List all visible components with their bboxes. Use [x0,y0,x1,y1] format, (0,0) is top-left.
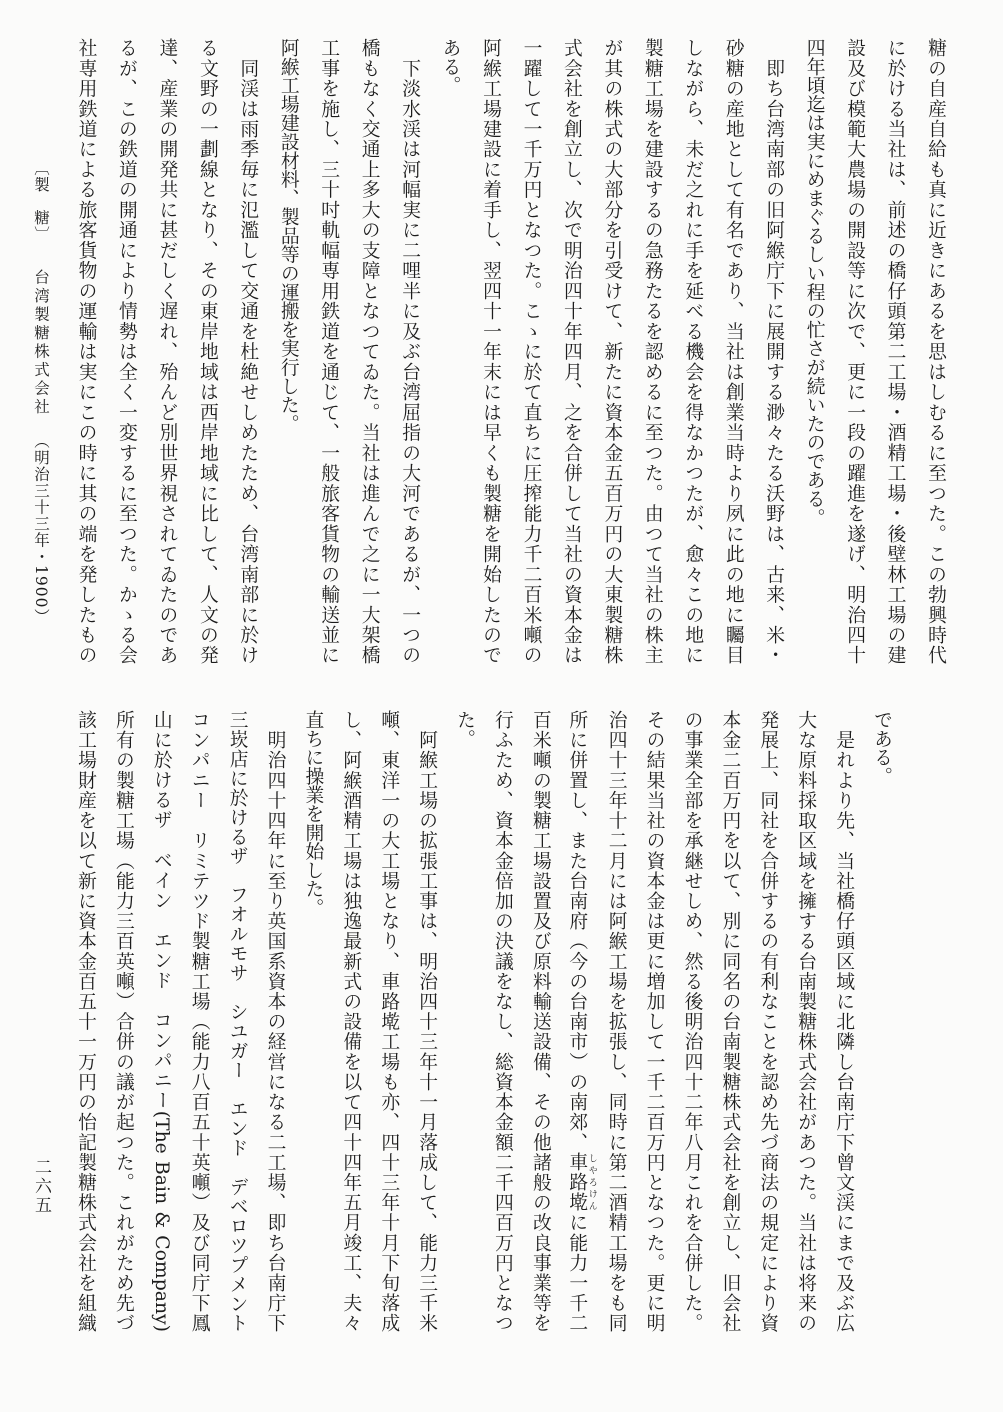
text-column: その結果当社の資本金は更に増加して一千二百万円となつた。更に明 [643,710,665,1332]
text-column: に於ける当社は、前述の橋仔頭第二工場・酒精工場・後壁林工場の建 [884,38,906,664]
text-column: 砂糖の産地として有名であり、当社は創業当時より夙に此の地に矚目 [722,38,744,664]
text-column: コンパニー リミテツド製糖工場（能力八百五十英噸）及び同庁下鳳 [188,710,210,1332]
text-column: である。 [871,710,892,786]
text-column [559,710,597,1332]
text-column: 本金二百万円を以て、別に同名の台南製糖株式会社を創立し、旧会社 [719,710,741,1332]
lower-tier [66,710,900,1332]
running-head-category: 〔製 糖〕 [32,160,50,243]
text-column: が其の株式の大部分を引受けて、新たに資本金五百万円の大東製糖株 [601,38,623,664]
text-column: 社専用鉄道による旅客貨物の運輸は実にこの時に其の端を発したもの [75,38,97,664]
text-column: 是れより先、当社橋仔頭区域に北隣し台南庁下曾文渓にまで及ぶ広 [833,710,855,1332]
text-column: 阿緱工場建設材料、製品等の運搬を実行した。 [277,38,299,433]
running-head-company: 台湾製糖株式会社 [32,268,50,417]
text-column: 明治四十四年に至り英国系資本の経営になる二工場、即ち台南庁下 [264,710,286,1332]
text-column: 大な原料採取区域を擁する台南製糖株式会社があつた。当社は将来の [795,710,817,1332]
text-column: 山に於けるザ ベイン エンド コンパニー(The Bain & Company) [150,710,172,1332]
text-column: 達、産業の開発共に甚だしく遅れ、殆んど別世界視されてゐたのであ [156,38,178,664]
text-column: 工事を施し、三十吋軌幅専用鉄道を通じて、一般旅客貨物の輸送並に [318,38,340,664]
running-head-era: （明治三十三年・1900） [32,432,50,625]
text-segment: に能力一千二 [566,1212,588,1332]
text-segment: 所に併置し、また台南府（今の台南市）の南郊、 [566,710,588,1153]
text-column: た。 [454,710,476,748]
text-column: 設及び模範大農場の開設等に次で、更に一段の躍進を遂げ、明治四十 [844,38,866,664]
text-column: 式会社を創立し、次で明治四十年四月、之を合併して当社の資本金は [560,38,582,664]
text-column: 百米噸の製糖工場設置及び原料輸送設備、その他諸般の改良事業等を [529,710,551,1332]
text-column: しながら、未だ之れに手を延べる機会を得なかつたが、愈々この地に [682,38,704,664]
text-column: 下淡水渓は河幅実に二哩半に及ぶ台湾屈指の大河であるが、一つの [399,38,421,664]
text-column: 製糖工場を建設するの急務たるを認めるに至つた。由つて当社の株主 [641,38,663,664]
page-number: 二六五 [31,1158,51,1215]
text-column: 糖の自産自給も真に近きにあるを思はしむるに至つた。この勃興時代 [925,38,946,664]
text-column: 四年頃迄は実にめまぐるしい程の忙さが続いたのである。 [803,38,825,527]
text-column: 該工場財産を以て新に資本金百五十一万円の怡記製糖株式会社を組織 [74,710,96,1332]
text-column: 即ち台湾南部の旧阿緱庁下に展開する渺々たる沃野は、古来、米・ [763,38,785,664]
text-column: 治四十三年十二月には阿緱工場を拡張し、同時に第二酒精工場をも同 [605,710,627,1332]
running-head [28,160,54,625]
text-column: 一躍して一千万円となつた。こゝに於て直ちに圧搾能力千二百米噸の [520,38,542,664]
text-column: 行ふため、資本金倍加の決議をなし、総資本金額二千四百万円となつ [491,710,513,1332]
ruby-annotated-word [566,1152,597,1213]
text-column: 噸、東洋一の大工場となり、車路墘工場も亦、四十三年十月下旬落成 [378,710,400,1332]
text-column: 阿緱工場建設に着手し、翌四十一年末には早くも製糖を開始したので [480,38,502,664]
text-column: るが、この鉄道の開通により情勢は全く一変するに至つた。かゝる会 [115,38,137,664]
text-column: 阿緱工場の拡張工事は、明治四十三年十一月落成して、能力三千米 [416,710,438,1332]
text-column: の事業全部を承継せしめ、然る後明治四十二年八月これを合併した。 [681,710,703,1332]
text-column: 直ちに操業を開始した。 [302,710,324,917]
upper-tier [65,38,955,664]
text-column: 橋もなく交通上多大の支障となつてゐた。当社は進んで之に一大架橋 [358,38,380,664]
text-column: 発展上、同社を合併するの有利なことを認め先づ商法の規定により資 [757,710,779,1332]
text-column: し、阿緱酒精工場は独逸最新式の設備を以て四十四年五月竣工、夫々 [340,710,362,1332]
ruby-base: 車路墘 [566,1152,588,1213]
text-column: 所有の製糖工場（能力三百英噸）合併の議が起つた。これがため先づ [112,710,134,1332]
text-column: 三崁店に於けるザ フオルモサ シユガー エンド デベロツプメント [226,710,248,1332]
text-column: ある。 [439,38,461,95]
ruby-reading: しやろけん [586,1152,597,1212]
text-column: る文野の一劃線となり、その東岸地域は西岸地域に比して、人文の発 [196,38,218,664]
text-column: 同渓は雨季毎に氾濫して交通を杜絶せしめたため、台湾南部に於け [237,38,259,664]
